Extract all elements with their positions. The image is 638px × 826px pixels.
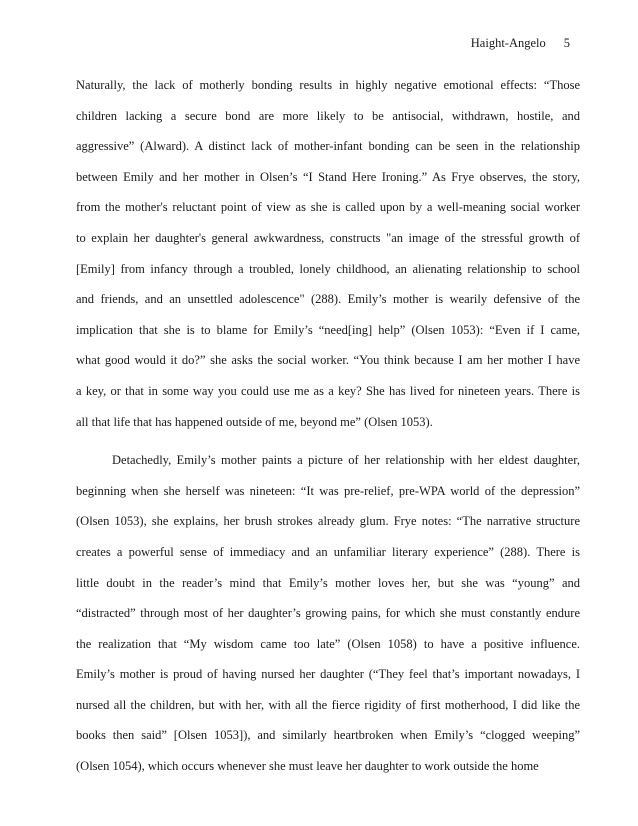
header-author: Haight-Angelo bbox=[470, 36, 546, 50]
text-line: implication that she is to blame for Emily’s “need[ing] help” (Olsen 1053): “Even if I came, bbox=[76, 322, 580, 337]
body-text bbox=[76, 70, 580, 782]
text-line: what good would it do?” she asks the social worker. “You think because I am her mother I have bbox=[76, 353, 580, 368]
paragraph bbox=[76, 445, 580, 782]
text-line: all that life that has happened outside of me, beyond me” (Olsen 1053). bbox=[76, 414, 433, 429]
text-line: between Emily and her mother in Olsen’s “I Stand Here Ironing.” As Frye observes, the story, bbox=[76, 169, 580, 184]
header-page-number: 5 bbox=[563, 36, 570, 50]
running-header bbox=[471, 36, 570, 51]
text-line: [Emily] from infancy through a troubled, lonely childhood, an alienating relationship to school bbox=[76, 261, 580, 276]
text-line: creates a powerful sense of immediacy and an unfamiliar literary experience” (288). There is bbox=[76, 544, 580, 559]
text-line: nursed all the children, but with her, with all the fierce rigidity of first motherhood, I did like the bbox=[76, 697, 580, 712]
paragraph-gap bbox=[76, 437, 580, 445]
text-line: Detachedly, Emily’s mother paints a picture of her relationship with her eldest daughter, bbox=[112, 453, 580, 468]
text-line: aggressive” (Alward). A distinct lack of mother-infant bonding can be seen in the relationship bbox=[76, 139, 580, 154]
text-line: (Olsen 1053), she explains, her brush strokes already glum. Frye notes: “The narrative structure bbox=[76, 514, 580, 529]
text-line: (Olsen 1054), which occurs whenever she must leave her daughter to work outside the home bbox=[76, 759, 539, 774]
text-line: books then said” [Olsen 1053]), and similarly heartbroken when Emily’s “clogged weeping” bbox=[76, 728, 580, 743]
text-line: a key, or that in some way you could use me as a key? She has lived for nineteen years. There is bbox=[76, 383, 580, 398]
text-line: beginning when she herself was nineteen: “It was pre-relief, pre-WPA world of the depression” bbox=[76, 483, 580, 498]
text-line: from the mother's reluctant point of view as she is called upon by a well-meaning social worker bbox=[76, 200, 580, 215]
text-line: and friends, and an unsettled adolescence" (288). Emily’s mother is wearily defensive of the bbox=[76, 292, 580, 307]
text-line: little doubt in the reader’s mind that Emily’s mother loves her, but she was “young” and bbox=[76, 575, 580, 590]
text-line: to explain her daughter's general awkwardness, constructs "an image of the stressful growth of bbox=[76, 230, 580, 245]
text-line: children lacking a secure bond are more likely to be antisocial, withdrawn, hostile, and bbox=[76, 108, 580, 123]
text-line: Naturally, the lack of motherly bonding results in highly negative emotional effects: “Those bbox=[76, 78, 580, 92]
text-line: “distracted” through most of her daughter’s growing pains, for which she must constantly endure bbox=[76, 606, 580, 621]
text-line: Emily’s mother is proud of having nursed her daughter (“They feel that’s important nowadays, I bbox=[76, 667, 580, 682]
paragraph bbox=[76, 70, 580, 437]
text-line: the realization that “My wisdom came too late” (Olsen 1058) to have a positive influence. bbox=[76, 636, 580, 651]
